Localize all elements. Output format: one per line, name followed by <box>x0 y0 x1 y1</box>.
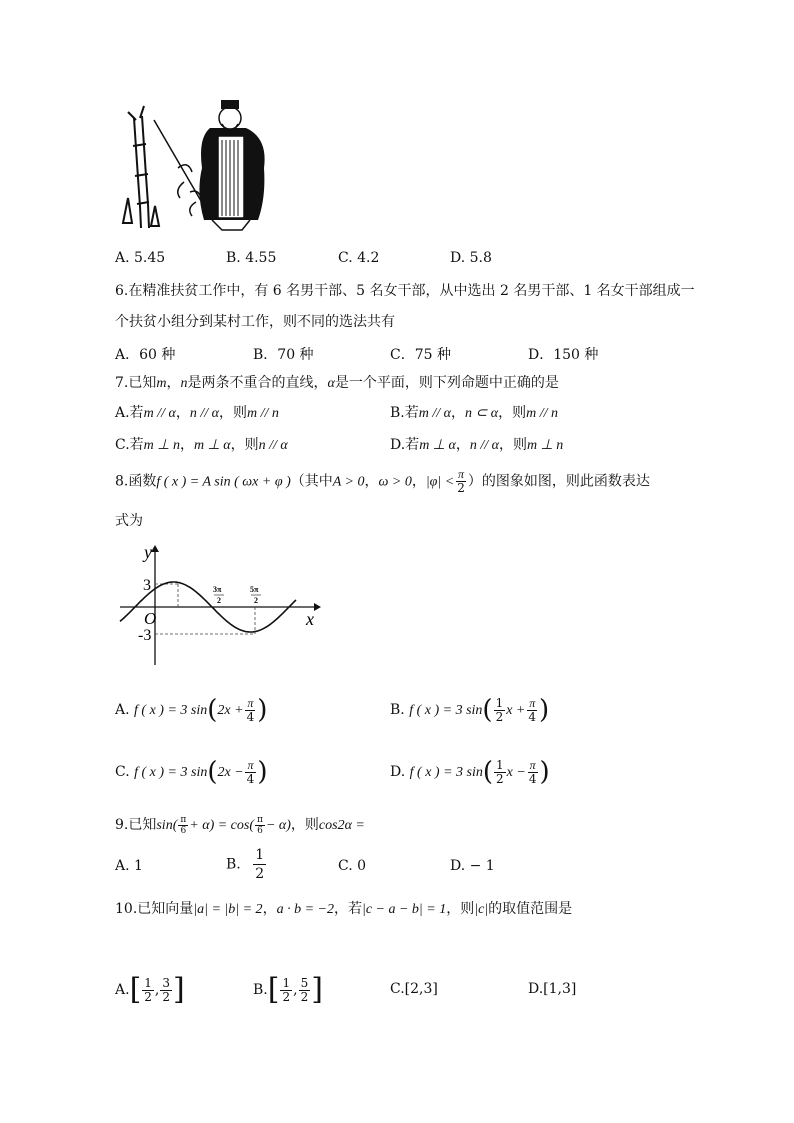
q7-a-sep2: ，则 <box>218 405 247 421</box>
q8-d-num: π <box>529 757 536 772</box>
q9-f2-den: 6 <box>257 825 263 836</box>
q8-a-lhs: f ( x ) = 3 sin <box>134 703 208 718</box>
q9-b-label: B. <box>226 856 241 873</box>
q8-cond-open: （其中 <box>290 473 333 490</box>
q10-e2: a · b = −2 <box>276 902 334 917</box>
q8-a-rparen: ) <box>257 695 268 725</box>
q10-sep3: ，则 <box>446 901 475 917</box>
q9-stem-prefix: 9.已知 <box>115 817 157 833</box>
q7-c-sep1: ， <box>179 437 194 453</box>
q8-tick1-den: 2 <box>217 596 221 605</box>
q10-a-label: A. <box>115 982 130 998</box>
q8-b-lhs: f ( x ) = 3 sin <box>409 703 483 718</box>
q8-d-coef <box>494 759 506 786</box>
q9-stem-mid: ，则 <box>290 817 319 833</box>
q7-stem-mid: 是两条不重合的直线， <box>187 375 328 391</box>
q7-d-sep2: ，则 <box>498 437 527 453</box>
q9-option-d: D. − 1 <box>450 858 495 874</box>
q8-func: f ( x ) = A sin ( ωx + φ ) <box>156 474 291 490</box>
q8-c-inner: 2x − <box>217 765 244 780</box>
q8-c-lparen: ( <box>207 757 218 787</box>
q9-expr2-end: − α) <box>265 818 291 833</box>
q8-cond-den: 2 <box>457 481 465 495</box>
q8-b-coef <box>494 697 506 724</box>
q10-option-b: B.[ $\frac{1}{2}$ , $\frac{5}{2}$ ] <box>253 972 323 1007</box>
q7-option-a <box>115 404 279 423</box>
q8-d-lhs: f ( x ) = 3 sin <box>409 765 483 780</box>
q10-b-label: B. <box>253 982 268 998</box>
q9-frac1 <box>178 815 188 836</box>
q8-b-coef-num: 1 <box>495 695 504 710</box>
q7-c-p1: m ⊥ n <box>143 438 180 453</box>
q10-a-frac2 <box>160 977 172 1004</box>
q8-y-max-label: 3 <box>143 577 151 594</box>
q7-a-label: A.若 <box>115 405 144 421</box>
q8-b-den: 4 <box>528 709 537 724</box>
q7-b-c: m // n <box>526 406 558 421</box>
q10-sep1: ， <box>262 901 277 917</box>
q8-a-label: A. <box>115 702 130 718</box>
q8-d-coef-num: 1 <box>496 757 504 772</box>
q8-x-label: x <box>306 609 314 629</box>
q7-b-p2: n ⊂ α <box>465 406 499 421</box>
q7-b-sep1: ， <box>451 405 465 421</box>
q10-b-frac2 <box>299 977 311 1004</box>
q8-y-arrow <box>151 545 159 552</box>
q9-expr1-end: + α) = cos( <box>189 818 255 833</box>
q8-sep2: ， <box>411 473 426 490</box>
q5-option-c: C. 4.2 <box>338 250 380 266</box>
q6-stem-line2: 个扶贫小组分到某村工作，则不同的选法共有 <box>115 314 395 330</box>
q10-a-n2: 3 <box>162 975 171 990</box>
q7-a-p2: n // α <box>189 406 219 421</box>
q7-d-sep1: ， <box>455 437 470 453</box>
q10-b-rbrack: ] <box>311 972 323 1007</box>
q8-b-lparen: ( <box>482 695 493 725</box>
q8-c-den: 4 <box>246 771 255 786</box>
q8-c-label: C. <box>115 764 130 780</box>
q8-b-rparen: ) <box>539 695 550 725</box>
q10-e4: |c| <box>474 902 489 917</box>
q10-a-rbrack: ] <box>173 972 185 1007</box>
q8-b-coef-den: 2 <box>495 709 504 724</box>
q8-pi-over-2 <box>455 468 467 495</box>
q5-option-b: B. 4.55 <box>226 250 277 266</box>
q9-f1-num: π <box>180 814 187 825</box>
q8-origin-label: O <box>144 609 157 628</box>
scholar-with-bamboo-illustration <box>118 98 270 234</box>
q10-b-d1: 2 <box>282 989 291 1004</box>
q6-option-b: B．70 种 <box>253 347 314 363</box>
q8-d-lparen: ( <box>482 757 494 787</box>
q7-c-sep2: ，则 <box>230 437 259 453</box>
q9-option-b <box>226 846 267 883</box>
q10-stem-end: 的取值范围是 <box>488 901 573 917</box>
q8-option-b <box>390 690 549 731</box>
q7-c-label: C.若 <box>115 437 144 453</box>
q8-d-coef-den: 2 <box>496 771 504 786</box>
q8-tick1-num: 3π <box>213 585 222 594</box>
q7-b-p1: m // α <box>418 406 451 421</box>
q8-a-num: π <box>247 695 254 710</box>
q6-option-a: A．60 种 <box>115 347 176 363</box>
q10-b-n2: 5 <box>300 975 309 990</box>
q8-stem-line1 <box>115 468 650 496</box>
q8-d-den: 4 <box>528 771 537 786</box>
q10-e3: |c − a − b| = 1 <box>361 902 447 917</box>
q7-b-sep2: ，则 <box>498 405 527 421</box>
q9-stem <box>115 812 365 839</box>
q7-d-p2: n // α <box>469 438 499 453</box>
q8-b-inner: x + <box>506 703 526 718</box>
q10-sep2: ，若 <box>333 901 362 917</box>
q7-option-b <box>390 404 558 423</box>
q8-sep1: ， <box>364 473 379 490</box>
q7-stem <box>115 374 559 393</box>
q6-stem-line1: 6.在精准扶贫工作中，有 6 名男干部、5 名女干部，从中选出 2 名男干部、1 名女干部组成一 <box>115 283 695 299</box>
q8-b-num: π <box>529 695 536 710</box>
q8-a-frac <box>245 697 257 724</box>
q8-y-min-label: -3 <box>138 627 152 644</box>
q10-option-a: A.[ $\frac{1}{2}$ , $\frac{3}{2}$ ] <box>115 972 185 1007</box>
q7-a-sep1: ， <box>175 405 190 421</box>
q9-expr3: cos2α = <box>318 818 365 833</box>
q7-c-c: n // α <box>258 438 288 453</box>
q6-option-d: D．150 种 <box>528 347 599 363</box>
q8-y-label: y <box>144 542 152 562</box>
q5-option-d: D. 5.8 <box>450 250 492 266</box>
q10-stem <box>115 900 572 919</box>
q8-d-label: D. <box>390 764 406 780</box>
q10-b-n1: 1 <box>282 975 291 990</box>
q9-f2-num: π <box>257 814 263 825</box>
q10-a-frac1 <box>142 977 154 1004</box>
q10-option-c: C.[2,3] <box>390 981 438 997</box>
q9-expr1: sin( <box>156 818 178 833</box>
q8-d-frac <box>527 759 539 786</box>
q8-stem-prefix: 8.函数 <box>115 473 157 490</box>
q10-option-d: D.[1,3] <box>528 981 577 997</box>
q8-option-d <box>390 752 550 793</box>
q8-b-label: B. <box>390 702 405 718</box>
q8-tick2-num: 5π <box>250 585 259 594</box>
q7-stem-prefix: 7.已知 <box>115 375 157 391</box>
q8-cond1: A > 0 <box>332 474 365 490</box>
q7-a-p1: m // α <box>143 406 176 421</box>
q10-a-n1: 1 <box>144 975 152 990</box>
q8-a-lparen: ( <box>207 695 218 725</box>
q8-sine-graph <box>118 540 328 670</box>
q10-stem-prefix: 10.已知向量 <box>115 901 194 917</box>
q8-b-frac <box>526 697 538 724</box>
q10-a-d1: 2 <box>144 989 152 1004</box>
q7-d-p1: m ⊥ α <box>419 438 456 453</box>
q10-a-d2: 2 <box>162 989 171 1004</box>
q7-stem-m: m <box>156 376 167 391</box>
q8-cond2: ω > 0 <box>378 474 412 490</box>
q7-d-label: D.若 <box>390 437 420 453</box>
q8-cond3: |φ| < <box>425 474 455 490</box>
q10-b-lbrack: [ <box>267 972 280 1007</box>
q8-a-den: 4 <box>246 709 255 724</box>
q8-d-rparen: ) <box>539 757 550 787</box>
q8-c-rparen: ) <box>257 757 268 787</box>
q7-stem-alpha: α <box>327 376 335 391</box>
q7-b-label: B.若 <box>390 405 419 421</box>
q8-x-arrow <box>314 603 321 611</box>
q7-option-c <box>115 436 288 455</box>
q10-a-lbrack: [ <box>129 972 142 1007</box>
q9-f1-den: 6 <box>180 825 187 836</box>
q6-option-c: C．75 种 <box>390 347 451 363</box>
q9-b-frac <box>253 846 266 883</box>
q8-c-num: π <box>247 757 254 772</box>
q8-c-frac <box>245 759 257 786</box>
q8-d-inner: x − <box>506 765 526 780</box>
q9-frac2 <box>255 815 265 836</box>
q7-a-c: m // n <box>246 406 279 421</box>
q5-option-a: A. 5.45 <box>115 250 166 266</box>
q8-tick2-den: 2 <box>254 596 258 605</box>
q9-b-num: 1 <box>255 847 265 863</box>
q9-b-den: 2 <box>255 866 265 882</box>
q7-c-p2: m ⊥ α <box>193 438 231 453</box>
q7-d-c: m ⊥ n <box>526 438 564 453</box>
q7-option-d <box>390 436 563 455</box>
q8-cond-num: π <box>458 467 465 481</box>
q7-stem-sep: ， <box>166 375 181 391</box>
q10-b-d2: 2 <box>300 989 309 1004</box>
q9-option-a: A. 1 <box>115 858 143 874</box>
q8-option-c <box>115 752 267 793</box>
q8-stem-line2: 式为 <box>115 513 143 529</box>
q7-stem-end: 是一个平面，则下列命题中正确的是 <box>334 375 559 391</box>
q10-e1: |a| = |b| = 2 <box>193 902 263 917</box>
q8-cond-close: ）的图象如图，则此函数表达 <box>467 473 650 490</box>
q8-c-lhs: f ( x ) = 3 sin <box>134 765 208 780</box>
q10-b-frac1 <box>280 977 292 1004</box>
q8-a-inner: 2x + <box>217 703 244 718</box>
q9-option-c: C. 0 <box>338 858 367 874</box>
q7-stem-n: n <box>180 376 188 391</box>
q8-option-a <box>115 690 267 731</box>
